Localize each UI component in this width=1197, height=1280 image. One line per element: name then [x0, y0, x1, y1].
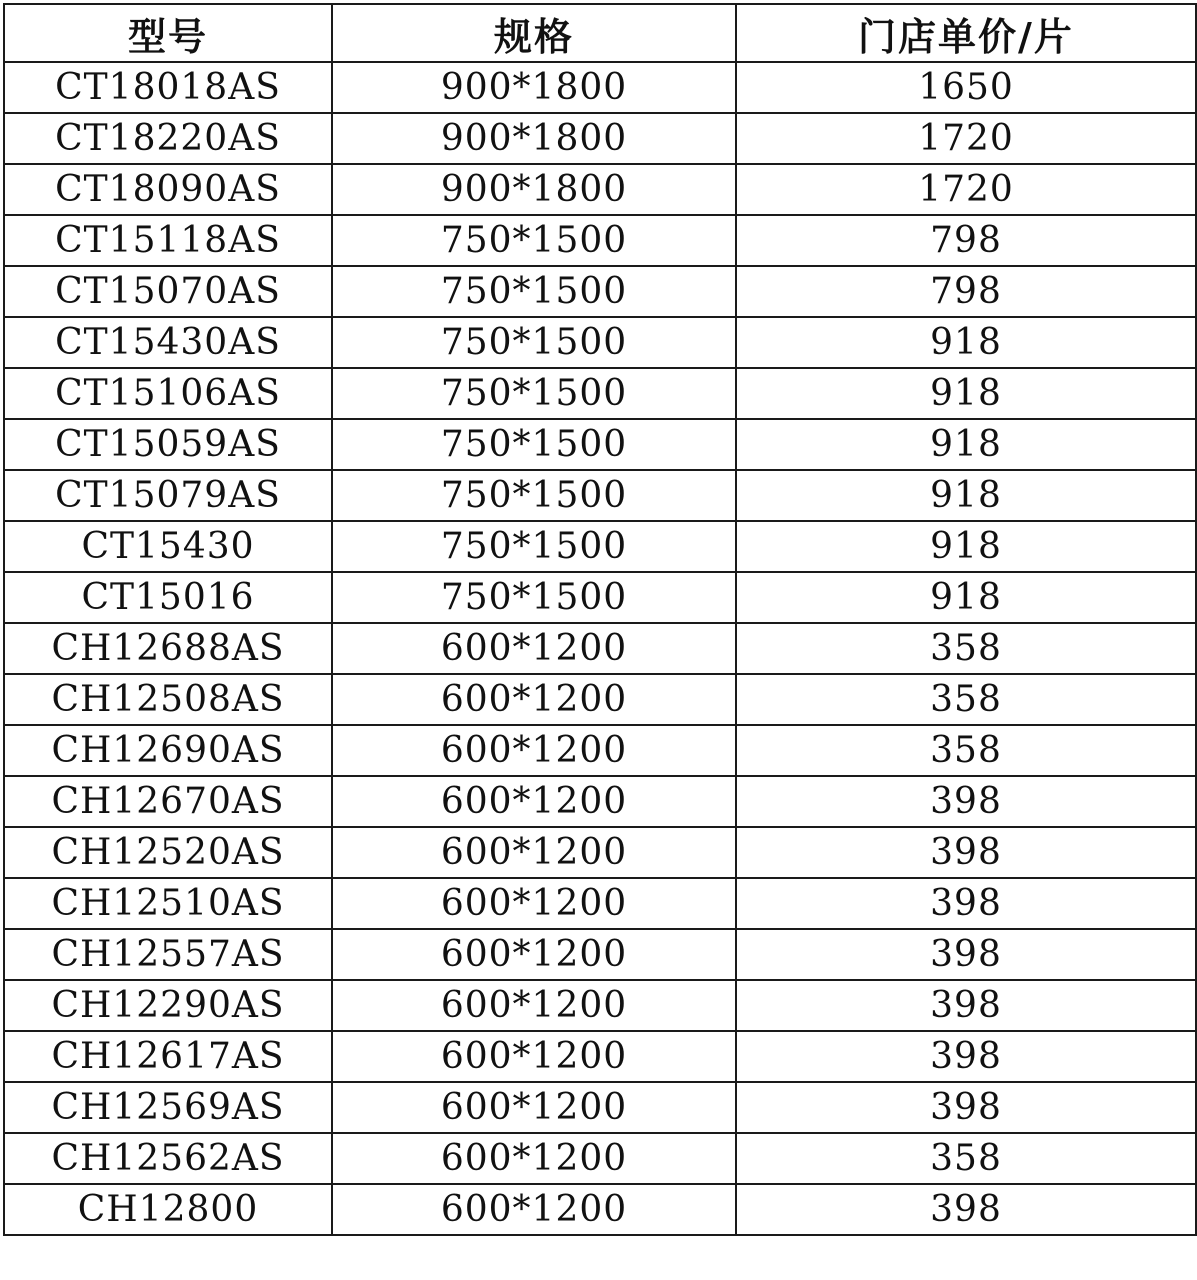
table-row [4, 164, 1196, 215]
table-row [4, 113, 1196, 164]
model-cell: CT15059AS [4, 419, 332, 470]
model-cell: CT15430AS [4, 317, 332, 368]
price-cell: 798 [736, 215, 1196, 266]
spec-cell: 750*1500 [332, 470, 736, 521]
model-cell: CT15079AS [4, 470, 332, 521]
spec-cell: 600*1200 [332, 1133, 736, 1184]
price-cell: 398 [736, 1031, 1196, 1082]
table-header [4, 4, 1196, 62]
spec-cell: 600*1200 [332, 878, 736, 929]
price-cell: 918 [736, 317, 1196, 368]
table-row [4, 572, 1196, 623]
spec-cell: 600*1200 [332, 1031, 736, 1082]
spec-cell: 600*1200 [332, 929, 736, 980]
table-row [4, 878, 1196, 929]
spec-cell: 900*1800 [332, 113, 736, 164]
spec-cell: 750*1500 [332, 215, 736, 266]
model-cell: CT18220AS [4, 113, 332, 164]
table-row [4, 776, 1196, 827]
price-cell: 918 [736, 368, 1196, 419]
model-cell: CH12557AS [4, 929, 332, 980]
spec-cell: 600*1200 [332, 827, 736, 878]
spec-cell: 750*1500 [332, 317, 736, 368]
model-cell: CH12670AS [4, 776, 332, 827]
spec-cell: 750*1500 [332, 419, 736, 470]
table-row [4, 980, 1196, 1031]
spec-cell: 600*1200 [332, 980, 736, 1031]
spec-cell: 600*1200 [332, 623, 736, 674]
model-cell: CH12508AS [4, 674, 332, 725]
header-row [4, 4, 1196, 62]
model-cell: CH12510AS [4, 878, 332, 929]
table-row [4, 1184, 1196, 1235]
price-cell: 1650 [736, 62, 1196, 113]
price-cell: 358 [736, 674, 1196, 725]
spec-cell: 750*1500 [332, 572, 736, 623]
price-cell: 358 [736, 725, 1196, 776]
table-row [4, 1133, 1196, 1184]
model-cell: CH12562AS [4, 1133, 332, 1184]
price-cell: 398 [736, 878, 1196, 929]
table-row [4, 827, 1196, 878]
model-cell: CH12688AS [4, 623, 332, 674]
model-cell: CH12569AS [4, 1082, 332, 1133]
table-row [4, 674, 1196, 725]
model-cell: CT18018AS [4, 62, 332, 113]
price-cell: 918 [736, 521, 1196, 572]
model-cell: CH12800 [4, 1184, 332, 1235]
model-cell: CH12690AS [4, 725, 332, 776]
price-cell: 398 [736, 980, 1196, 1031]
price-cell: 398 [736, 929, 1196, 980]
model-cell: CH12290AS [4, 980, 332, 1031]
price-cell: 1720 [736, 164, 1196, 215]
model-cell: CT15118AS [4, 215, 332, 266]
header-model: 型号 [4, 4, 332, 62]
header-price: 门店单价/片 [736, 4, 1196, 62]
table-body [4, 62, 1196, 1235]
spec-cell: 750*1500 [332, 266, 736, 317]
model-cell: CT18090AS [4, 164, 332, 215]
price-cell: 918 [736, 572, 1196, 623]
spec-cell: 600*1200 [332, 1082, 736, 1133]
header-spec: 规格 [332, 4, 736, 62]
price-cell: 798 [736, 266, 1196, 317]
price-cell: 398 [736, 776, 1196, 827]
table-row [4, 470, 1196, 521]
model-cell: CT15070AS [4, 266, 332, 317]
price-cell: 358 [736, 623, 1196, 674]
spec-cell: 600*1200 [332, 674, 736, 725]
price-cell: 398 [736, 1184, 1196, 1235]
spec-cell: 600*1200 [332, 776, 736, 827]
table-row [4, 266, 1196, 317]
model-cell: CH12617AS [4, 1031, 332, 1082]
price-cell: 1720 [736, 113, 1196, 164]
table-row [4, 929, 1196, 980]
table-row [4, 215, 1196, 266]
spec-cell: 600*1200 [332, 1184, 736, 1235]
model-cell: CT15106AS [4, 368, 332, 419]
table-row [4, 419, 1196, 470]
price-cell: 918 [736, 470, 1196, 521]
model-cell: CH12520AS [4, 827, 332, 878]
table-row [4, 725, 1196, 776]
price-cell: 398 [736, 827, 1196, 878]
spec-cell: 900*1800 [332, 164, 736, 215]
model-cell: CT15016 [4, 572, 332, 623]
table-row [4, 62, 1196, 113]
table-row [4, 1031, 1196, 1082]
price-cell: 398 [736, 1082, 1196, 1133]
spec-cell: 750*1500 [332, 521, 736, 572]
price-cell: 918 [736, 419, 1196, 470]
spec-cell: 750*1500 [332, 368, 736, 419]
model-cell: CT15430 [4, 521, 332, 572]
spec-cell: 600*1200 [332, 725, 736, 776]
price-cell: 358 [736, 1133, 1196, 1184]
table-row [4, 623, 1196, 674]
spec-cell: 900*1800 [332, 62, 736, 113]
table-row [4, 368, 1196, 419]
table-row [4, 521, 1196, 572]
table-row [4, 317, 1196, 368]
price-table [3, 3, 1197, 1236]
table-row [4, 1082, 1196, 1133]
